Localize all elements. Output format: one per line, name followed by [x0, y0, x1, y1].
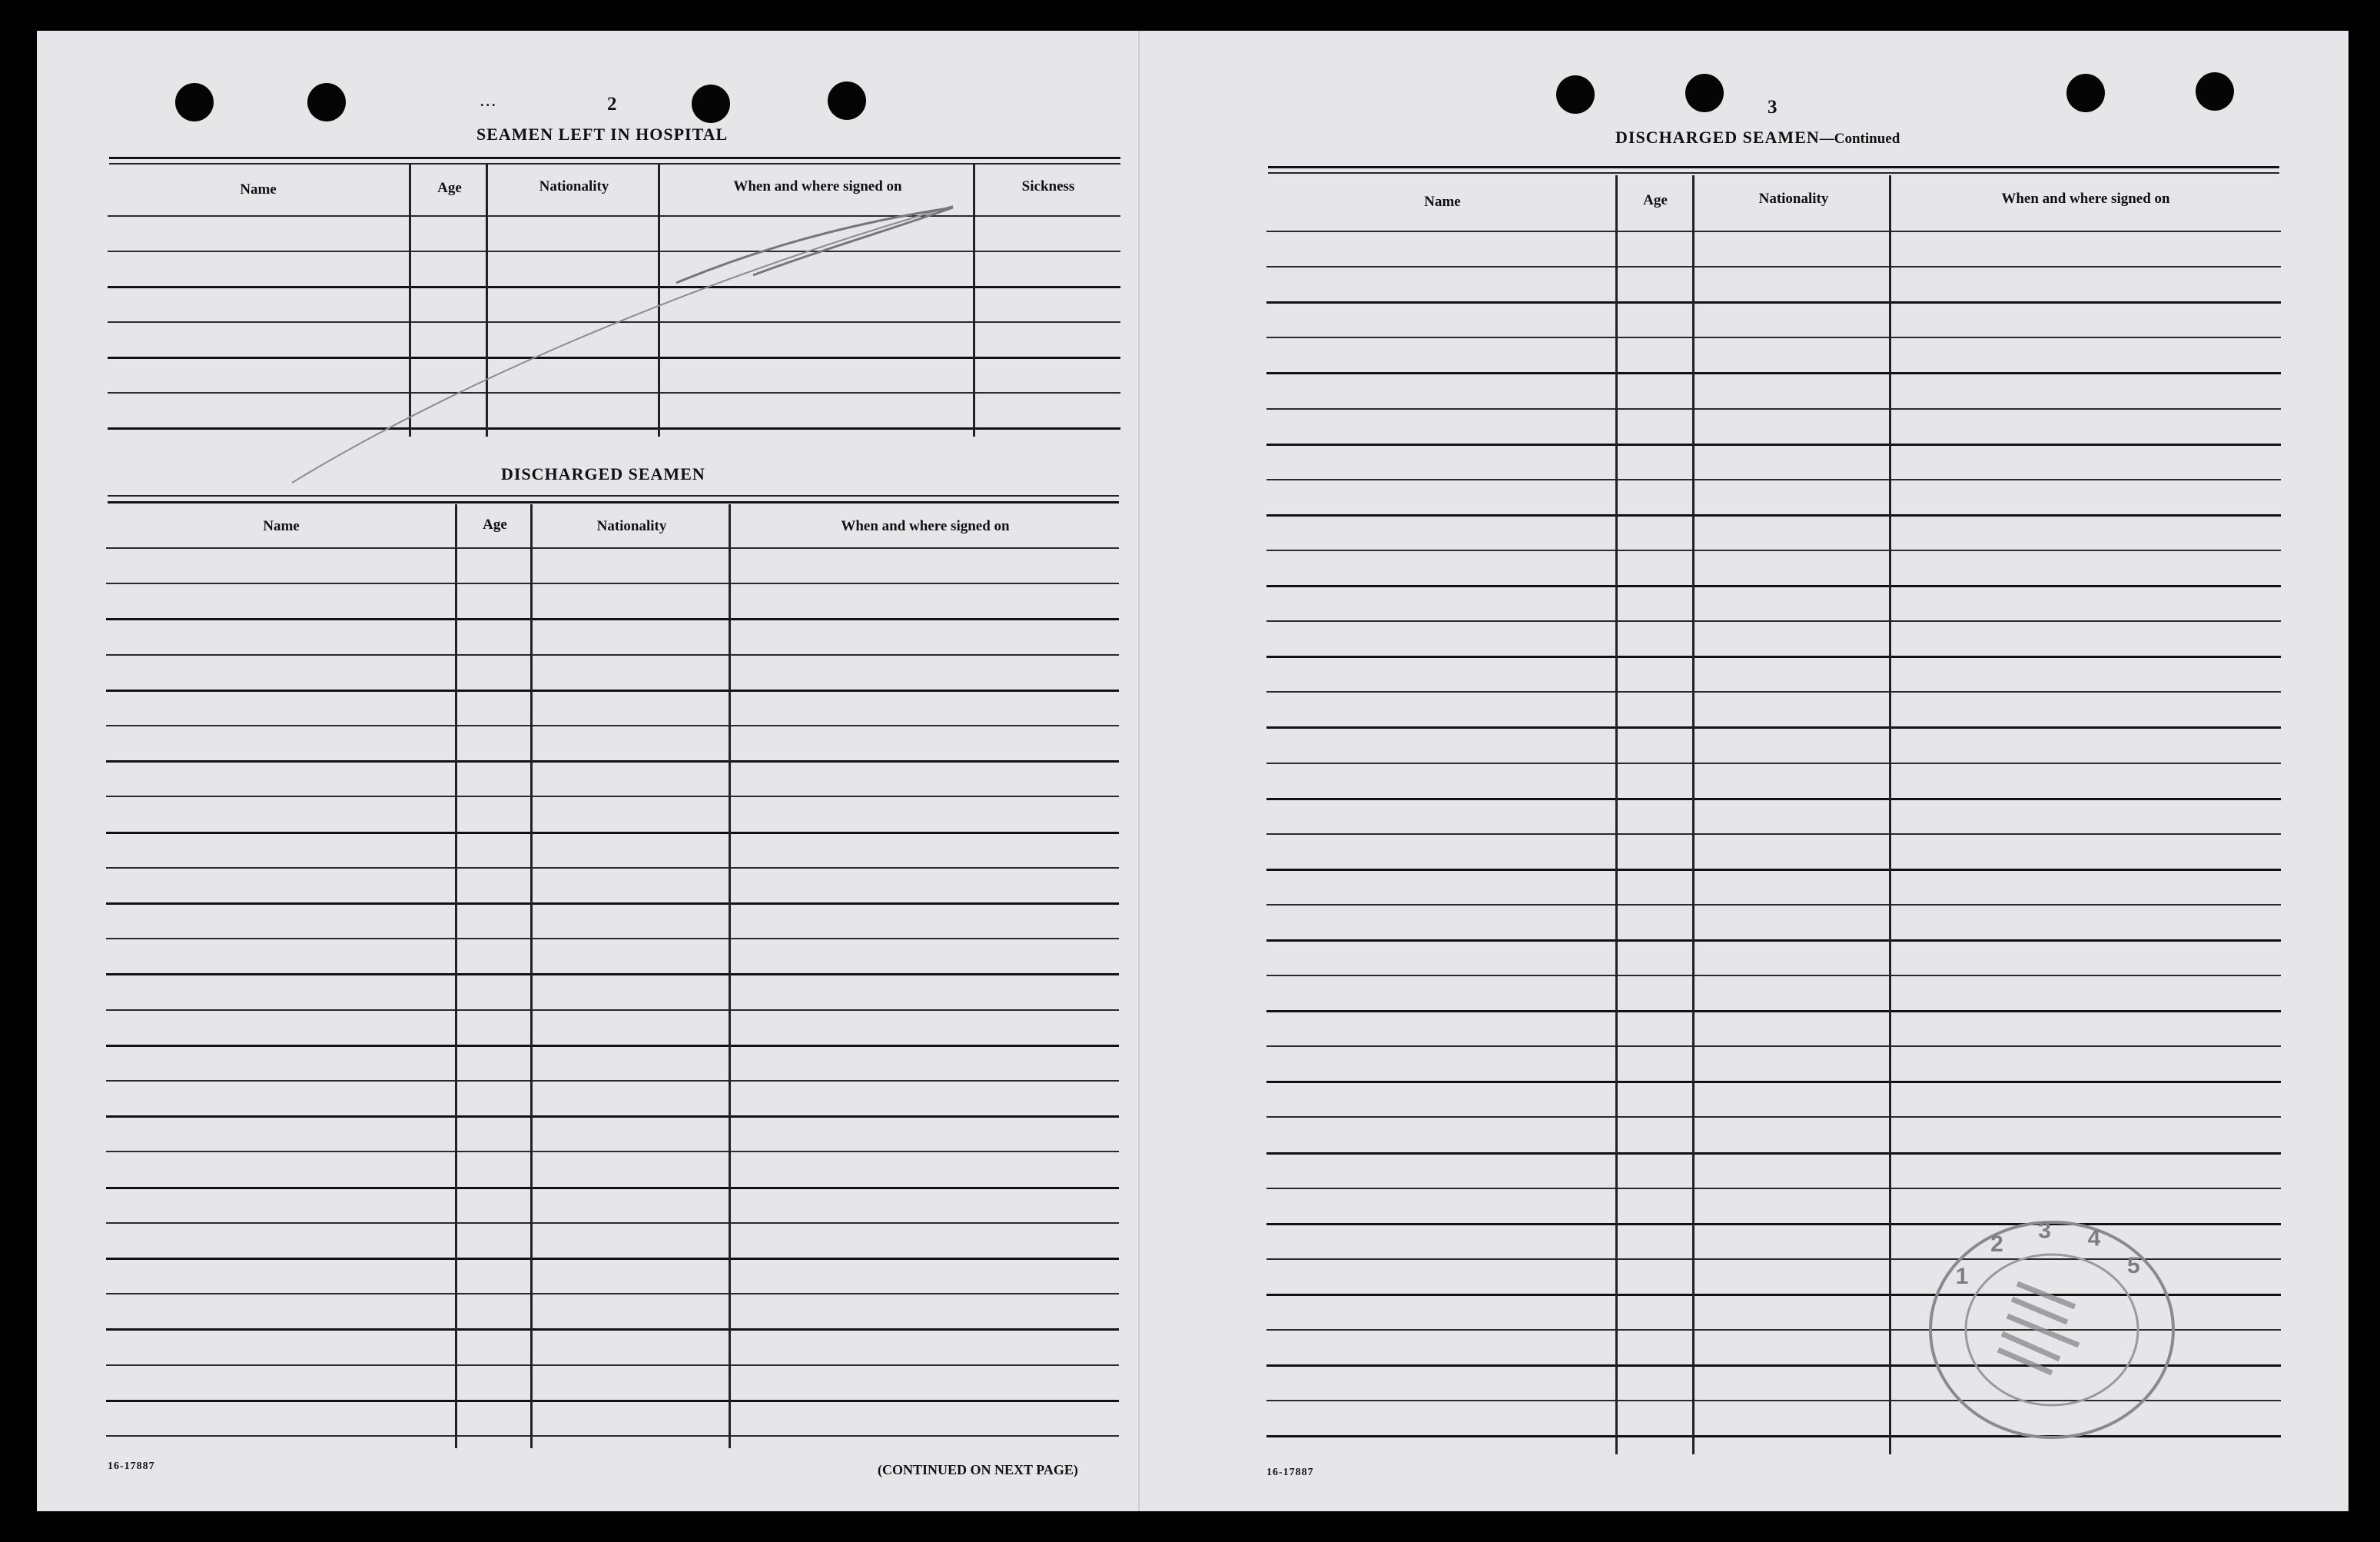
right-top-rule — [1268, 166, 2279, 168]
table-row-rule — [1266, 939, 2281, 942]
hospital-col-age: Age — [437, 180, 462, 196]
hospital-col-name: Name — [240, 181, 277, 198]
table-row-rule — [106, 1435, 1119, 1437]
discharged-col-nationality: Nationality — [596, 518, 667, 534]
punch-hole — [1556, 75, 1595, 114]
hospital-col-nationality: Nationality — [539, 178, 609, 194]
date-stamp — [1921, 1215, 2182, 1445]
table-row-rule — [1266, 479, 2281, 480]
table-row-rule — [106, 832, 1119, 834]
table-row-rule — [106, 1045, 1119, 1047]
continued-note: (CONTINUED ON NEXT PAGE) — [878, 1462, 1078, 1477]
table-row-rule — [1266, 408, 2281, 410]
table-row-rule — [106, 902, 1119, 905]
table-row-rule — [1266, 656, 2281, 658]
table-row-rule — [1266, 1116, 2281, 1118]
stamp-dial-number: 4 — [2087, 1225, 2101, 1251]
table-row-rule — [1266, 444, 2281, 446]
continued-title-main: DISCHARGED SEAMEN — [1615, 128, 1820, 147]
table-row-rule — [1266, 904, 2281, 906]
punch-hole — [2066, 74, 2105, 112]
table-row-rule — [106, 583, 1119, 584]
stamp-dial-number: 3 — [2038, 1218, 2051, 1244]
table-row-rule — [106, 973, 1119, 975]
table-row-rule — [106, 1187, 1119, 1189]
table-row-rule — [106, 867, 1119, 869]
table-row-rule — [1266, 620, 2281, 622]
table-column-rule — [973, 165, 975, 437]
table-row-rule — [106, 938, 1119, 939]
table-row-rule — [1266, 1152, 2281, 1155]
table-row-rule — [1266, 301, 2281, 304]
table-row-rule — [106, 1151, 1119, 1152]
right-top-rule-2 — [1268, 172, 2279, 174]
table-row-rule — [1266, 975, 2281, 976]
table-row-rule — [106, 654, 1119, 656]
hospital-col-sickness: Sickness — [1021, 178, 1075, 194]
table-row-rule — [1266, 798, 2281, 800]
pencil-scribble — [277, 198, 968, 490]
table-row-rule — [1266, 372, 2281, 374]
right-col-name: Name — [1424, 194, 1461, 210]
hospital-section-title: SEAMEN LEFT IN HOSPITAL — [476, 125, 729, 144]
table-row-rule — [106, 618, 1119, 620]
table-column-rule — [1615, 175, 1618, 1454]
table-row-rule — [106, 1115, 1119, 1118]
table-row-rule — [106, 1328, 1119, 1331]
right-col-age: Age — [1643, 192, 1668, 208]
table-row-rule — [1266, 1010, 2281, 1012]
continued-title-suffix: —Continued — [1819, 131, 1900, 147]
right-col-nationality: Nationality — [1758, 191, 1829, 207]
punch-hole — [692, 85, 730, 123]
table-row-rule — [106, 1364, 1119, 1366]
table-header-rule — [1266, 231, 2281, 232]
hospital-top-rule-2 — [109, 163, 1120, 165]
table-row-rule — [1266, 550, 2281, 551]
page-number-left: 2 — [607, 94, 617, 115]
corner-mark: ... — [480, 94, 498, 109]
table-row-rule — [1266, 337, 2281, 338]
right-col-signed-on: When and where signed on — [2001, 191, 2170, 207]
hospital-col-signed-on: When and where signed on — [733, 178, 902, 194]
hospital-top-rule — [109, 157, 1120, 159]
form-number-left: 16-17887 — [108, 1461, 155, 1472]
stamp-dial-number: 2 — [1990, 1231, 2003, 1258]
table-row-rule — [1266, 1188, 2281, 1189]
table-row-rule — [1266, 585, 2281, 587]
table-row-rule — [1266, 869, 2281, 871]
discharged-col-name: Name — [263, 518, 300, 534]
table-row-rule — [1266, 726, 2281, 729]
table-row-rule — [1266, 833, 2281, 835]
table-row-rule — [106, 725, 1119, 726]
punch-hole — [2196, 72, 2234, 111]
table-row-rule — [106, 1293, 1119, 1294]
punch-hole — [175, 83, 214, 121]
form-number-right: 16-17887 — [1266, 1467, 1314, 1478]
discharged-col-age: Age — [483, 517, 507, 533]
table-column-rule — [530, 504, 533, 1448]
table-column-rule — [1889, 175, 1891, 1454]
punch-hole — [828, 81, 866, 120]
stamp-dial-number: 1 — [1955, 1264, 1969, 1289]
table-column-rule — [1692, 175, 1695, 1454]
table-row-rule — [106, 1400, 1119, 1402]
table-row-rule — [1266, 691, 2281, 693]
table-header-rule — [106, 547, 1119, 549]
continued-section-title — [1615, 128, 1900, 148]
table-row-rule — [1266, 763, 2281, 764]
table-row-rule — [1266, 266, 2281, 268]
page-number-right: 3 — [1768, 97, 1778, 118]
table-row-rule — [1266, 1081, 2281, 1083]
table-row-rule — [1266, 1045, 2281, 1047]
discharged-top-rule — [108, 495, 1119, 497]
table-row-rule — [106, 760, 1119, 763]
table-row-rule — [1266, 514, 2281, 517]
table-row-rule — [106, 1258, 1119, 1260]
page-fold — [1138, 31, 1140, 1511]
table-column-rule — [455, 504, 457, 1448]
table-row-rule — [106, 1222, 1119, 1224]
discharged-section-title: DISCHARGED SEAMEN — [501, 464, 705, 484]
punch-hole — [307, 83, 346, 121]
table-row-rule — [106, 1080, 1119, 1082]
discharged-top-rule-2 — [108, 501, 1119, 503]
table-row-rule — [106, 690, 1119, 692]
table-row-rule — [106, 1009, 1119, 1011]
table-column-rule — [729, 504, 731, 1448]
discharged-col-signed-on: When and where signed on — [841, 518, 1010, 534]
punch-hole — [1685, 74, 1724, 112]
table-row-rule — [106, 796, 1119, 797]
stamp-dial-number: 5 — [2127, 1253, 2140, 1279]
